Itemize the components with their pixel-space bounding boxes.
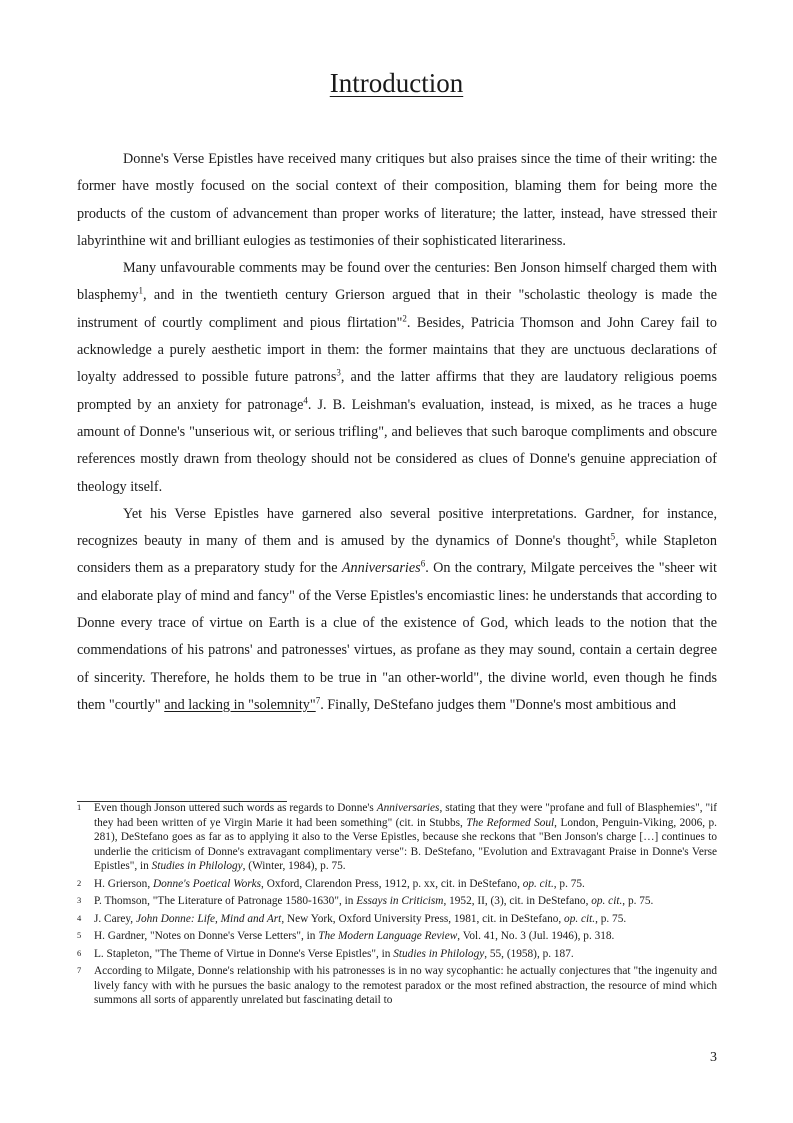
footnote	[77, 801, 717, 874]
footnote	[77, 912, 717, 927]
footnote-ref[interactable]: 7	[315, 695, 321, 706]
footnote-text: H. Grierson, Donne's Poetical Works, Oxford, Clarendon Press, 1912, p. xx, cit. in DeStefano, op. cit., p. 75.	[94, 877, 585, 890]
footnote-ref[interactable]: 2	[402, 313, 407, 324]
footnote-ref[interactable]: 6	[420, 558, 426, 569]
footnote-text: L. Stapleton, "The Theme of Virtue in Donne's Verse Epistles", in Studies in Philology, 55, (1958), p. 187.	[94, 947, 574, 960]
footnote-number: 1	[77, 802, 82, 812]
body-text	[77, 146, 717, 719]
page-title: Introduction	[329, 68, 464, 98]
footnote-text: H. Gardner, "Notes on Donne's Verse Letters", in The Modern Language Review, Vol. 41, No. 3 (Jul. 1946), p. 318.	[94, 930, 615, 943]
footnote	[77, 877, 717, 892]
footnote-text: P. Thomson, "The Literature of Patronage 1580-1630", in Essays in Criticism, 1952, II, (3), cit. in DeStefano, op. cit., p. 75.	[94, 895, 654, 908]
footnote-number: 2	[77, 877, 82, 888]
footnote-number: 3	[77, 895, 82, 906]
footnote	[77, 947, 717, 962]
footnote-ref[interactable]: 1	[138, 285, 143, 296]
footnote-text: Even though Jonson uttered such words as regards to Donne's Anniversaries, stating that they were "profane and full of Blasphemies", "if they had been written of ye Virgin Marie it had been something" (cit. in Stubbs, The Reformed Soul, London, Penguin-Viking, 2006, p. 281), DeStefano goes as far as to applying it also to the Verse Epistles, because she reckons that "Ben Jonson's charge […] continues to underlie the criticism of Donne's extravagant complimentary verse": B. DeStefano, "Evolution and Extravagant Praise in Donne's Verse Epistles", in Studies in Philology, (Winter, 1984), p. 75.	[94, 802, 717, 873]
paragraph: Many unfavourable comments may be found over the centuries: Ben Jonson himself charged them with blasphemy$^1$, and in the twentieth century Grierson argued that in their "scholastic theology is made the instrument of courtly compliment and pious flirtation"$^2$. Besides, Patricia Thomson and John Carey fail to acknowledge a purely aesthetic import in them: the former maintains that they are unctuous declarations of loyalty addressed to possible future patrons$^3$, and the latter affirms that they are laudatory religious poems prompted by an anxiety for patronage$^4$. J. B. Leishman's evaluation, instead, is mixed, as he traces a huge amount of Donne's "unserious wit, or serious trifling", and believes that such baroque compliments and obscure references mostly drawn from theology should not be considered as clues of Donne's genuine appreciation of theology itself.	[77, 260, 718, 495]
footnote-ref[interactable]: 4	[303, 394, 308, 405]
paragraph: Donne's Verse Epistles have received many critiques but also praises since the time of their writing: the former have mostly focused on the social context of their composition, blaming them for being more the products of the custom of advancement than proper works of literature; the latter, instead, have stressed their labyrinthine wit and brilliant eulogies as testimonies of their sophisticated literariness.	[77, 151, 717, 249]
footnote-number: 4	[77, 912, 82, 923]
footnote-number: 5	[77, 930, 82, 941]
page-number: 3	[710, 1050, 717, 1065]
footnote-number: 6	[77, 947, 82, 958]
footnote	[77, 894, 717, 909]
footnote-text: According to Milgate, Donne's relationship with his patronesses is in no way sycophantic: he actually conjectures that "the ingenuity and lively fancy with with he pursues the basic analogy to the remotest paradox or the most refined abstraction, the resource of mind which summons all sorts of apparently unrelated but fascinating detail to	[94, 965, 717, 1007]
footnotes	[77, 801, 717, 1011]
footnote-text: J. Carey, John Donne: Life, Mind and Art, New York, Oxford University Press, 1981, cit. in DeStefano, op. cit., p. 75.	[94, 912, 627, 925]
footnote-ref[interactable]: 3	[336, 367, 341, 378]
footnote	[77, 964, 717, 1008]
footnote	[77, 929, 717, 944]
footnote-ref[interactable]: 5	[610, 531, 616, 542]
footnote-number: 7	[77, 965, 82, 976]
paragraph: Yet his Verse Epistles have garnered also several positive interpretations. Gardner, for instance, recognizes beauty in many of them and is amused by the dynamics of Donne's thought$^5$, while Stapleton considers them as a preparatory study for the Anniversaries$^6$. On the contrary, Milgate perceives the "sheer wit and elaborate play of mind and fancy" of the Verse Epistles's encomiastic lines: he understands that according to Donne every trace of virtue on Earth is a clue of the existence of God, which leads to the notion that the commendations of his patrons' and patronesses' virtues, as profane as they may sound, contain a certain degree of sincerity. Therefore, he holds them to be true in "an other-world", the divine world, even though he finds them "courtly" and lacking in "solemnity"$^7$. Finally, DeStefano judges them "Donne's most ambitious and	[77, 505, 717, 713]
